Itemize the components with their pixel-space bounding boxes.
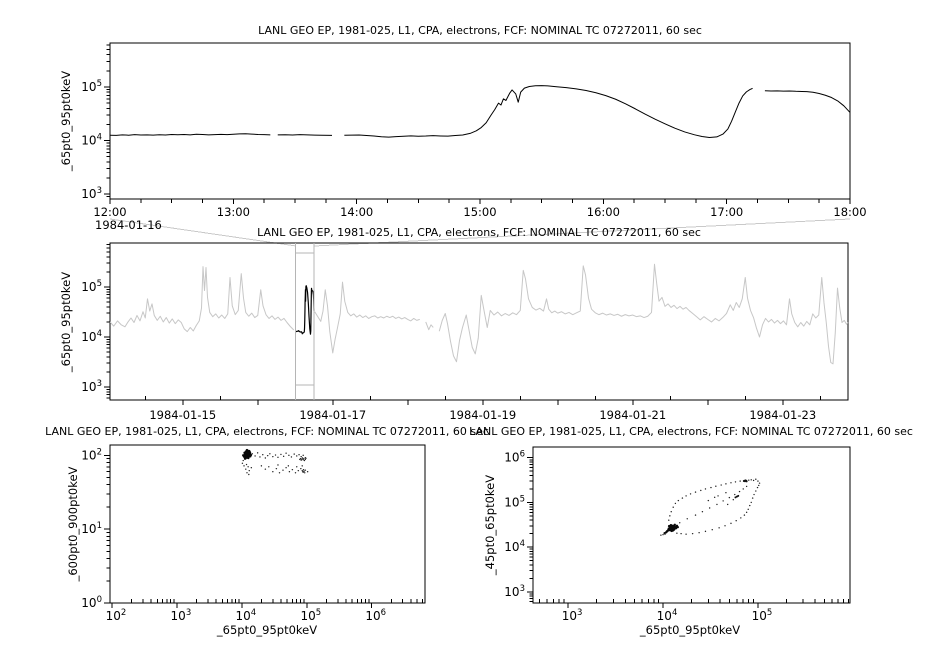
top-panel-title: LANL GEO EP, 1981-025, L1, CPA, electrons, FCF: NOMINAL TC 07272011, 60 sec <box>258 24 702 37</box>
svg-text:15:00: 15:00 <box>463 205 497 219</box>
svg-text:104: $10^4$ <box>656 608 678 623</box>
svg-text:105: $10^5$ <box>81 279 102 294</box>
svg-text:103: $10^3$ <box>561 608 583 623</box>
svg-text:16:00: 16:00 <box>586 205 620 219</box>
svg-text:105: $10^5$ <box>751 608 773 623</box>
scatter-45pt0-65pt0-plot[interactable] <box>504 447 850 623</box>
scatter-left-xlabel: _65pt0_95pt0keV <box>216 623 318 637</box>
svg-text:102: $10^2$ <box>105 608 127 623</box>
svg-text:104: $10^4$ <box>235 608 257 623</box>
svg-text:101: $10^1$ <box>81 521 102 537</box>
scatter-left-title: LANL GEO EP, 1981-025, L1, CPA, electrons, FCF: NOMINAL TC 07272011, 60 sec <box>45 425 489 438</box>
svg-text:103: $10^3$ <box>81 186 102 202</box>
context-overview-plot[interactable] <box>81 243 848 422</box>
svg-text:18:00: 18:00 <box>833 205 867 219</box>
svg-text:12:00: 12:00 <box>93 205 127 219</box>
svg-text:104: $10^4$ <box>504 539 525 555</box>
svg-text:103: $10^3$ <box>504 583 525 599</box>
context-date-label: 1984-01-16 <box>95 218 162 232</box>
svg-text:103: $10^3$ <box>170 608 192 623</box>
scatter-right-ylabel: _45pt0_65pt0keV <box>483 474 497 576</box>
svg-text:13:00: 13:00 <box>216 205 250 219</box>
svg-text:1984-01-21: 1984-01-21 <box>599 408 667 422</box>
top-panel-ylabel: _65pt0_95pt0keV <box>59 70 73 172</box>
svg-text:104: $10^4$ <box>81 132 102 148</box>
svg-text:104: $10^4$ <box>81 329 102 344</box>
svg-text:105: $10^5$ <box>504 494 525 510</box>
svg-text:103: $10^3$ <box>81 379 102 394</box>
svg-text:1984-01-23: 1984-01-23 <box>749 408 817 422</box>
svg-text:106: $10^6$ <box>365 608 387 623</box>
context-panel-title: LANL GEO EP, 1981-025, L1, CPA, electrons, FCF: NOMINAL TC 07272011, 60 sec <box>257 226 701 239</box>
svg-text:14:00: 14:00 <box>340 205 374 219</box>
svg-text:1984-01-19: 1984-01-19 <box>449 408 517 422</box>
top-detail-plot[interactable] <box>81 43 866 219</box>
scatter-right-title: LANL GEO EP, 1981-025, L1, CPA, electrons, FCF: NOMINAL TC 07272011, 60 sec <box>469 425 913 438</box>
svg-text:100: $10^0$ <box>81 595 102 610</box>
scatter-right-xlabel: _65pt0_95pt0keV <box>639 623 741 637</box>
svg-text:17:00: 17:00 <box>710 205 744 219</box>
svg-text:105: $10^5$ <box>300 608 322 623</box>
svg-text:1984-01-17: 1984-01-17 <box>299 408 367 422</box>
svg-text:102: $10^2$ <box>81 447 102 463</box>
scatter-left-ylabel: _600pt0_900pt0keV <box>66 466 80 582</box>
scatter-600pt0-900pt0-plot[interactable] <box>81 445 425 623</box>
context-panel-ylabel: _65pt0_95pt0keV <box>59 271 73 373</box>
svg-text:106: $10^6$ <box>504 449 525 465</box>
svg-text:105: $10^5$ <box>81 78 102 94</box>
svg-text:1984-01-15: 1984-01-15 <box>149 408 217 422</box>
